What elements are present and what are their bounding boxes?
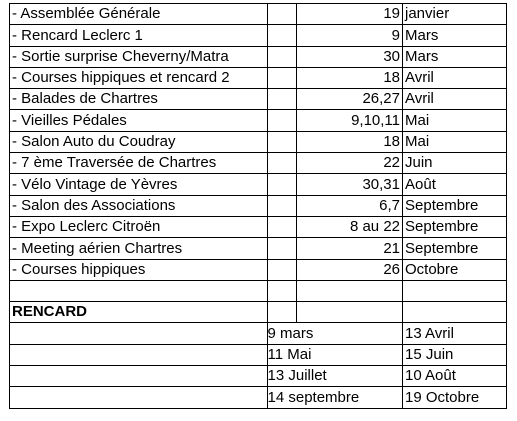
event-row xyxy=(10,153,507,174)
event-days: 22 xyxy=(297,153,403,174)
event-days: 9 xyxy=(297,25,403,46)
blank-cell xyxy=(297,302,403,323)
blank-cell xyxy=(10,280,268,301)
event-days: 19 xyxy=(297,4,403,25)
event-month: Septembre xyxy=(403,195,507,216)
rencard-date-right: 15 Juin xyxy=(403,344,507,365)
rencard-date-left: 14 septembre xyxy=(267,387,373,408)
event-row xyxy=(10,110,507,131)
rencard-heading: RENCARD xyxy=(10,302,268,323)
event-name: - Vélo Vintage de Yèvres xyxy=(10,174,268,195)
rencard-date-left: 11 Mai xyxy=(267,344,373,365)
event-row xyxy=(10,174,507,195)
event-name: - Assemblée Générale xyxy=(10,4,268,25)
event-name: - Courses hippiques et rencard 2 xyxy=(10,67,268,88)
rencard-heading-row xyxy=(10,302,507,323)
event-gap xyxy=(268,25,297,46)
events-body xyxy=(10,4,507,281)
event-month: Avril xyxy=(403,89,507,110)
event-row xyxy=(10,216,507,237)
blank-cell xyxy=(10,387,268,408)
event-name: - Salon des Associations xyxy=(10,195,268,216)
blank-cell xyxy=(10,366,268,387)
blank-cell xyxy=(403,280,507,301)
event-row xyxy=(10,89,507,110)
event-days: 26,27 xyxy=(297,89,403,110)
event-row xyxy=(10,46,507,67)
event-month: Août xyxy=(403,174,507,195)
event-gap xyxy=(268,110,297,131)
rencard-row xyxy=(10,344,507,365)
event-gap xyxy=(268,174,297,195)
event-row xyxy=(10,259,507,280)
rencard-row xyxy=(10,323,507,344)
rencard-date-left: 9 mars xyxy=(267,323,373,344)
blank-cell xyxy=(403,302,507,323)
event-row xyxy=(10,238,507,259)
event-month: Mai xyxy=(403,131,507,152)
event-name: - Courses hippiques xyxy=(10,259,268,280)
event-month: janvier xyxy=(403,4,507,25)
rencard-body xyxy=(10,280,507,408)
event-month: Mars xyxy=(403,46,507,67)
event-gap xyxy=(268,238,297,259)
event-days: 8 au 22 xyxy=(297,216,403,237)
event-days: 30,31 xyxy=(297,174,403,195)
event-gap xyxy=(268,153,297,174)
event-gap xyxy=(268,89,297,110)
event-name: - Meeting aérien Chartres xyxy=(10,238,268,259)
blank-cell xyxy=(268,302,297,323)
blank-cell xyxy=(10,323,268,344)
event-month: Septembre xyxy=(403,238,507,259)
event-gap xyxy=(268,216,297,237)
rencard-date-left: 13 Juillet xyxy=(267,366,373,387)
event-gap xyxy=(268,46,297,67)
event-name: - 7 ème Traversée de Chartres xyxy=(10,153,268,174)
event-name: - Expo Leclerc Citroën xyxy=(10,216,268,237)
event-days: 30 xyxy=(297,46,403,67)
event-gap xyxy=(268,67,297,88)
blank-cell xyxy=(10,344,268,365)
event-month: Septembre xyxy=(403,216,507,237)
event-gap xyxy=(268,259,297,280)
event-days: 9,10,11 xyxy=(297,110,403,131)
blank-cell xyxy=(268,280,297,301)
rencard-row xyxy=(10,366,507,387)
event-month: Avril xyxy=(403,67,507,88)
event-name: - Rencard Leclerc 1 xyxy=(10,25,268,46)
event-days: 6,7 xyxy=(297,195,403,216)
event-gap xyxy=(268,4,297,25)
event-name: - Vieilles Pédales xyxy=(10,110,268,131)
events-table xyxy=(9,3,507,409)
event-month: Octobre xyxy=(403,259,507,280)
event-days: 21 xyxy=(297,238,403,259)
event-row xyxy=(10,131,507,152)
event-gap xyxy=(268,131,297,152)
event-name: - Salon Auto du Coudray xyxy=(10,131,268,152)
event-row xyxy=(10,25,507,46)
rencard-date-right: 13 Avril xyxy=(403,323,507,344)
blank-cell xyxy=(297,280,403,301)
event-row xyxy=(10,67,507,88)
event-name: - Balades de Chartres xyxy=(10,89,268,110)
event-month: Mai xyxy=(403,110,507,131)
event-days: 26 xyxy=(297,259,403,280)
blank-row xyxy=(10,280,507,301)
event-row xyxy=(10,195,507,216)
event-month: Mars xyxy=(403,25,507,46)
rencard-row xyxy=(10,387,507,408)
rencard-date-right: 10 Août xyxy=(403,366,507,387)
event-row xyxy=(10,4,507,25)
rencard-date-right: 19 Octobre xyxy=(403,387,507,408)
event-gap xyxy=(268,195,297,216)
event-days: 18 xyxy=(297,131,403,152)
event-name: - Sortie surprise Cheverny/Matra xyxy=(10,46,268,67)
event-days: 18 xyxy=(297,67,403,88)
event-month: Juin xyxy=(403,153,507,174)
